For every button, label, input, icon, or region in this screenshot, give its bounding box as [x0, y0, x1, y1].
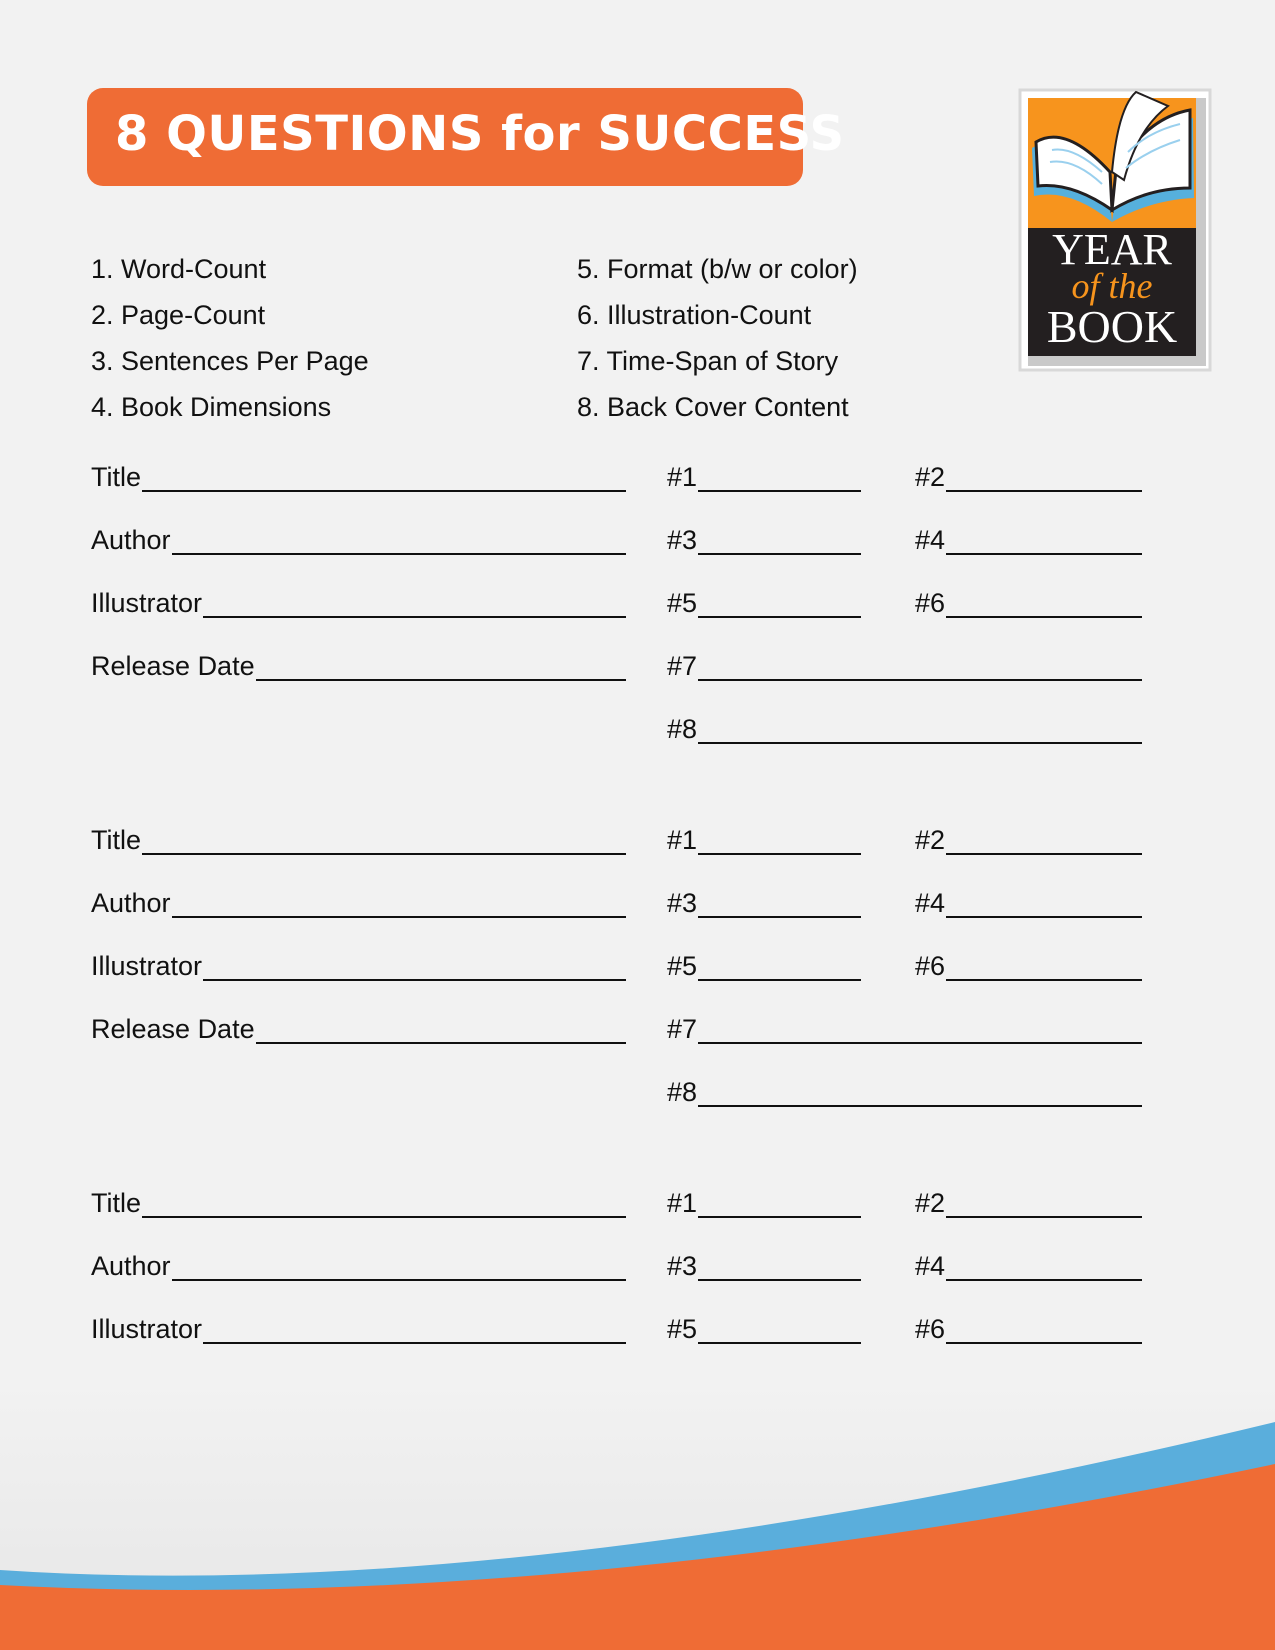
- release-date-field[interactable]: [91, 651, 626, 681]
- author-field-blank-line[interactable]: [172, 892, 626, 918]
- answer-1-field[interactable]: [667, 825, 861, 855]
- answer-2-field-blank-line[interactable]: [946, 1192, 1142, 1218]
- answer-1-field-label: #1: [667, 1188, 698, 1218]
- answer-4-field-blank-line[interactable]: [946, 892, 1142, 918]
- logo-ofthe-text: of the: [1071, 266, 1153, 306]
- answer-7-field[interactable]: [667, 651, 1142, 681]
- answer-2-field[interactable]: [915, 462, 1142, 492]
- author-field-label: Author: [91, 888, 171, 918]
- bottom-wave-decoration: [0, 1380, 1275, 1650]
- question-item: 5. Format (b/w or color): [577, 254, 858, 284]
- answer-3-field-blank-line[interactable]: [698, 529, 861, 555]
- title-banner: [87, 88, 845, 186]
- answer-2-field-label: #2: [915, 825, 946, 855]
- answer-8-field-label: #8: [667, 1077, 698, 1107]
- author-field-blank-line[interactable]: [172, 529, 626, 555]
- answer-4-field-label: #4: [915, 888, 946, 918]
- title-field[interactable]: [91, 462, 626, 492]
- answer-3-field-label: #3: [667, 888, 698, 918]
- answer-4-field-label: #4: [915, 1251, 946, 1281]
- answer-2-field[interactable]: [915, 825, 1142, 855]
- answer-1-field-blank-line[interactable]: [698, 829, 861, 855]
- question-list-left: [91, 246, 369, 430]
- answer-4-field[interactable]: [915, 888, 1142, 918]
- answer-6-field-label: #6: [915, 951, 946, 981]
- answer-6-field-blank-line[interactable]: [946, 1318, 1142, 1344]
- question-item: 8. Back Cover Content: [577, 392, 849, 422]
- title-field-blank-line[interactable]: [142, 466, 626, 492]
- author-field-blank-line[interactable]: [172, 1255, 626, 1281]
- question-item: 7. Time-Span of Story: [577, 346, 839, 376]
- answer-3-field[interactable]: [667, 888, 861, 918]
- question-item: 2. Page-Count: [91, 300, 266, 330]
- answer-5-field[interactable]: [667, 951, 861, 981]
- answer-8-field-blank-line[interactable]: [698, 1081, 1142, 1107]
- logo-book-text: BOOK: [1046, 301, 1178, 352]
- answer-5-field-label: #5: [667, 951, 698, 981]
- title-field-label: Title: [91, 825, 142, 855]
- author-field[interactable]: [91, 888, 626, 918]
- answer-6-field-blank-line[interactable]: [946, 955, 1142, 981]
- year-of-the-book-logo: [1018, 88, 1212, 372]
- release-date-field[interactable]: [91, 1014, 626, 1044]
- answer-2-field-label: #2: [915, 462, 946, 492]
- answer-3-field-blank-line[interactable]: [698, 892, 861, 918]
- release-date-field-label: Release Date: [91, 651, 255, 681]
- illustrator-field-label: Illustrator: [91, 951, 203, 981]
- answer-3-field[interactable]: [667, 525, 861, 555]
- answer-6-field[interactable]: [915, 951, 1142, 981]
- author-field[interactable]: [91, 1251, 626, 1281]
- release-date-field-blank-line[interactable]: [256, 655, 626, 681]
- answer-8-field[interactable]: [667, 1077, 1142, 1107]
- answer-6-field-blank-line[interactable]: [946, 592, 1142, 618]
- answer-8-field-label: #8: [667, 714, 698, 744]
- question-item: 3. Sentences Per Page: [91, 346, 369, 376]
- title-field-label: Title: [91, 462, 142, 492]
- answer-1-field[interactable]: [667, 1188, 861, 1218]
- answer-1-field-label: #1: [667, 825, 698, 855]
- answer-1-field-blank-line[interactable]: [698, 466, 861, 492]
- answer-2-field-blank-line[interactable]: [946, 466, 1142, 492]
- illustrator-field-blank-line[interactable]: [203, 592, 626, 618]
- answer-7-field-blank-line[interactable]: [698, 655, 1142, 681]
- answer-1-field[interactable]: [667, 462, 861, 492]
- answer-1-field-blank-line[interactable]: [698, 1192, 861, 1218]
- title-field[interactable]: [91, 1188, 626, 1218]
- answer-4-field-blank-line[interactable]: [946, 529, 1142, 555]
- answer-5-field[interactable]: [667, 588, 861, 618]
- answer-7-field-label: #7: [667, 1014, 698, 1044]
- answer-7-field[interactable]: [667, 1014, 1142, 1044]
- title-field-blank-line[interactable]: [142, 1192, 626, 1218]
- answer-5-field-blank-line[interactable]: [698, 592, 861, 618]
- illustrator-field[interactable]: [91, 951, 626, 981]
- answer-4-field-label: #4: [915, 525, 946, 555]
- question-item: 6. Illustration-Count: [577, 300, 812, 330]
- page-title: 8 QUESTIONS for SUCCESS: [115, 106, 845, 162]
- question-item: 1. Word-Count: [91, 254, 267, 284]
- title-field[interactable]: [91, 825, 626, 855]
- question-list-right: [577, 246, 858, 430]
- answer-2-field-blank-line[interactable]: [946, 829, 1142, 855]
- answer-3-field-label: #3: [667, 1251, 698, 1281]
- answer-4-field-blank-line[interactable]: [946, 1255, 1142, 1281]
- author-field-label: Author: [91, 1251, 171, 1281]
- answer-4-field[interactable]: [915, 525, 1142, 555]
- answer-3-field-blank-line[interactable]: [698, 1255, 861, 1281]
- answer-3-field[interactable]: [667, 1251, 861, 1281]
- author-field[interactable]: [91, 525, 626, 555]
- answer-6-field-label: #6: [915, 1314, 946, 1344]
- answer-2-field-label: #2: [915, 1188, 946, 1218]
- answer-6-field-label: #6: [915, 588, 946, 618]
- answer-7-field-label: #7: [667, 651, 698, 681]
- answer-2-field[interactable]: [915, 1188, 1142, 1218]
- answer-5-field-label: #5: [667, 588, 698, 618]
- answer-5-field-blank-line[interactable]: [698, 955, 861, 981]
- release-date-field-label: Release Date: [91, 1014, 255, 1044]
- question-item: 4. Book Dimensions: [91, 392, 332, 422]
- release-date-field-blank-line[interactable]: [256, 1018, 626, 1044]
- illustrator-field-label: Illustrator: [91, 1314, 203, 1344]
- logo-year-text: YEAR: [1052, 225, 1172, 274]
- illustrator-field-label: Illustrator: [91, 588, 203, 618]
- illustrator-field[interactable]: [91, 1314, 626, 1344]
- answer-5-field[interactable]: [667, 1314, 861, 1344]
- answer-7-field-blank-line[interactable]: [698, 1018, 1142, 1044]
- answer-5-field-label: #5: [667, 1314, 698, 1344]
- illustrator-field-blank-line[interactable]: [203, 955, 626, 981]
- author-field-label: Author: [91, 525, 171, 555]
- title-field-blank-line[interactable]: [142, 829, 626, 855]
- answer-1-field-label: #1: [667, 462, 698, 492]
- answer-3-field-label: #3: [667, 525, 698, 555]
- answer-8-field-blank-line[interactable]: [698, 718, 1142, 744]
- answer-6-field[interactable]: [915, 1314, 1142, 1344]
- answer-6-field[interactable]: [915, 588, 1142, 618]
- illustrator-field-blank-line[interactable]: [203, 1318, 626, 1344]
- answer-4-field[interactable]: [915, 1251, 1142, 1281]
- answer-5-field-blank-line[interactable]: [698, 1318, 861, 1344]
- answer-8-field[interactable]: [667, 714, 1142, 744]
- illustrator-field[interactable]: [91, 588, 626, 618]
- title-field-label: Title: [91, 1188, 142, 1218]
